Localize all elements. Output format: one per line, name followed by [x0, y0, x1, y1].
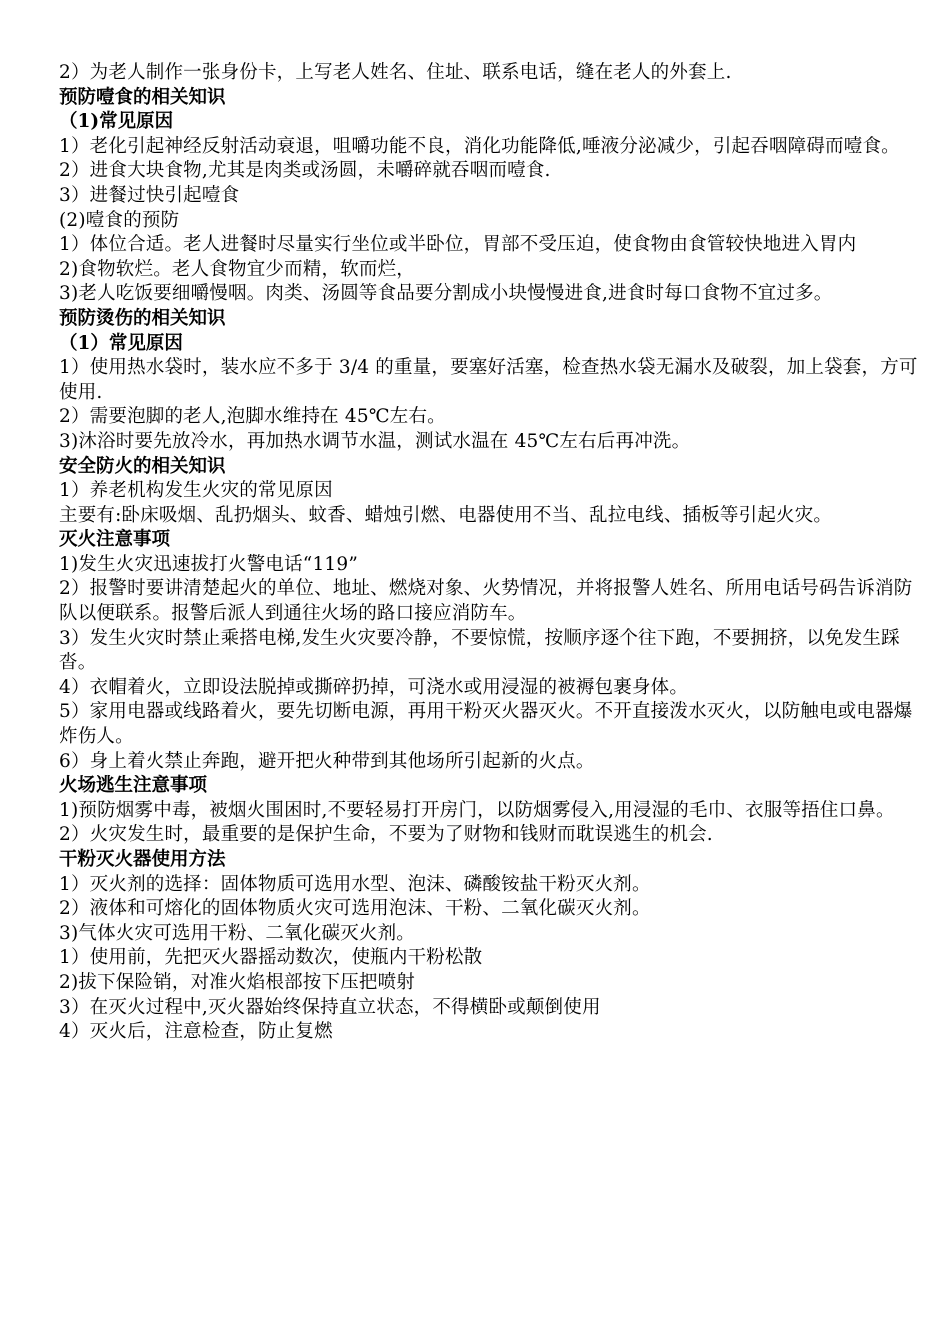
paragraph: 3)沐浴时要先放冷水，再加热水调节水温，测试水温在 45℃左右后再冲洗。	[59, 430, 691, 452]
paragraph: 2）报警时要讲清楚起火的单位、地址、燃烧对象、火势情况，并将报警人姓名、所用电话号码告诉消防队以便联系。报警后派人到通往火场的路口接应消防车。	[59, 578, 913, 625]
paragraph: 6）身上着火禁止奔跑，避开把火种带到其他场所引起新的火点。	[59, 750, 595, 772]
paragraph: 2）液体和可熔化的固体物质火灾可选用泡沫、干粉、二氧化碳灭火剂。	[59, 898, 651, 920]
paragraph: 1）体位合适。老人进餐时尽量实行坐位或半卧位，胃部不受压迫，使食物由食管较快地进入胃内	[59, 234, 857, 256]
paragraph: 2）进食大块食物,尤其是肉类或汤圆，未嚼碎就吞咽而噎食.	[59, 160, 551, 182]
section-heading-choking: 预防噎食的相关知识	[59, 86, 226, 108]
section-heading-escape: 火场逃生注意事项	[59, 775, 208, 797]
paragraph: 主要有:卧床吸烟、乱扔烟头、蚊香、蜡烛引燃、电器使用不当、乱拉电线、插板等引起火灾。	[59, 504, 833, 526]
paragraph: 3）发生火灾时禁止乘搭电梯,发生火灾要冷静，不要惊慌，按顺序逐个往下跑，不要拥挤，以免发生踩沓。	[59, 627, 900, 674]
paragraph: 1）使用热水袋时，装水应不多于 3/4 的重量，要塞好活塞，检查热水袋无漏水及破裂，加上袋套，方可使用.	[59, 357, 918, 403]
paragraph: (2)噎食的预防	[59, 209, 180, 231]
paragraph: 5）家用电器或线路着火，要先切断电源，再用干粉灭火器灭火。不开直接泼水灭火，以防触电或电器爆炸伤人。	[59, 701, 913, 748]
section-heading-firefighting: 灭火注意事项	[59, 529, 171, 551]
document-page	[59, 61, 919, 1045]
paragraph: 4）灭火后，注意检查，防止复燃	[59, 1021, 333, 1043]
paragraph: 1）老化引起神经反射活动衰退，咀嚼功能不良，消化功能降低,唾液分泌减少，引起吞咽障碍而噎食。	[59, 135, 900, 157]
paragraph: 1)发生火灾迅速拔打火警电话“119”	[59, 553, 359, 575]
paragraph: 4）衣帽着火，立即设法脱掉或撕碎扔掉，可浇水或用浸湿的被褥包裹身体。	[59, 676, 689, 698]
subheading-causes: （1)常见原因	[59, 111, 174, 133]
subheading-causes: （1）常见原因	[59, 332, 183, 354]
paragraph: 1）养老机构发生火灾的常见原因	[59, 480, 333, 502]
paragraph: 3)气体火灾可选用干粉、二氧化碳灭火剂。	[59, 922, 415, 944]
section-heading-scald: 预防烫伤的相关知识	[59, 307, 226, 329]
paragraph: 1）灭火剂的选择：固体物质可选用水型、泡沫、磷酸铵盐干粉灭火剂。	[59, 873, 651, 895]
paragraph: 1)预防烟雾中毒，被烟火围困时,不要轻易打开房门，以防烟雾侵入,用浸湿的毛巾、衣服等捂住口鼻。	[59, 799, 895, 821]
section-heading-extinguisher: 干粉灭火器使用方法	[59, 849, 226, 870]
paragraph: 2)食物软烂。老人食物宜少而精，软而烂，	[59, 258, 415, 280]
paragraph: 3)老人吃饭要细嚼慢咽。肉类、汤圆等食品要分割成小块慢慢进食,进食时每口食物不宜过多。	[59, 283, 833, 305]
paragraph: 1）使用前，先把灭火器摇动数次，使瓶内干粉松散	[59, 947, 483, 969]
paragraph: 3）进餐过快引起噎食	[59, 184, 240, 206]
paragraph: 2)拔下保险销，对准火焰根部按下压把喷射	[59, 971, 415, 993]
paragraph: 2）为老人制作一张身份卡，上写老人姓名、住址、联系电话，缝在老人的外套上.	[59, 62, 732, 83]
paragraph: 3）在灭火过程中,灭火器始终保持直立状态，不得横卧或颠倒使用	[59, 996, 601, 1018]
paragraph: 2）需要泡脚的老人,泡脚水维持在 45℃左右。	[59, 406, 446, 428]
paragraph: 2）火灾发生时，最重要的是保护生命，不要为了财物和钱财而耽误逃生的机会.	[59, 824, 713, 846]
section-heading-fire-safety: 安全防火的相关知识	[59, 455, 226, 477]
